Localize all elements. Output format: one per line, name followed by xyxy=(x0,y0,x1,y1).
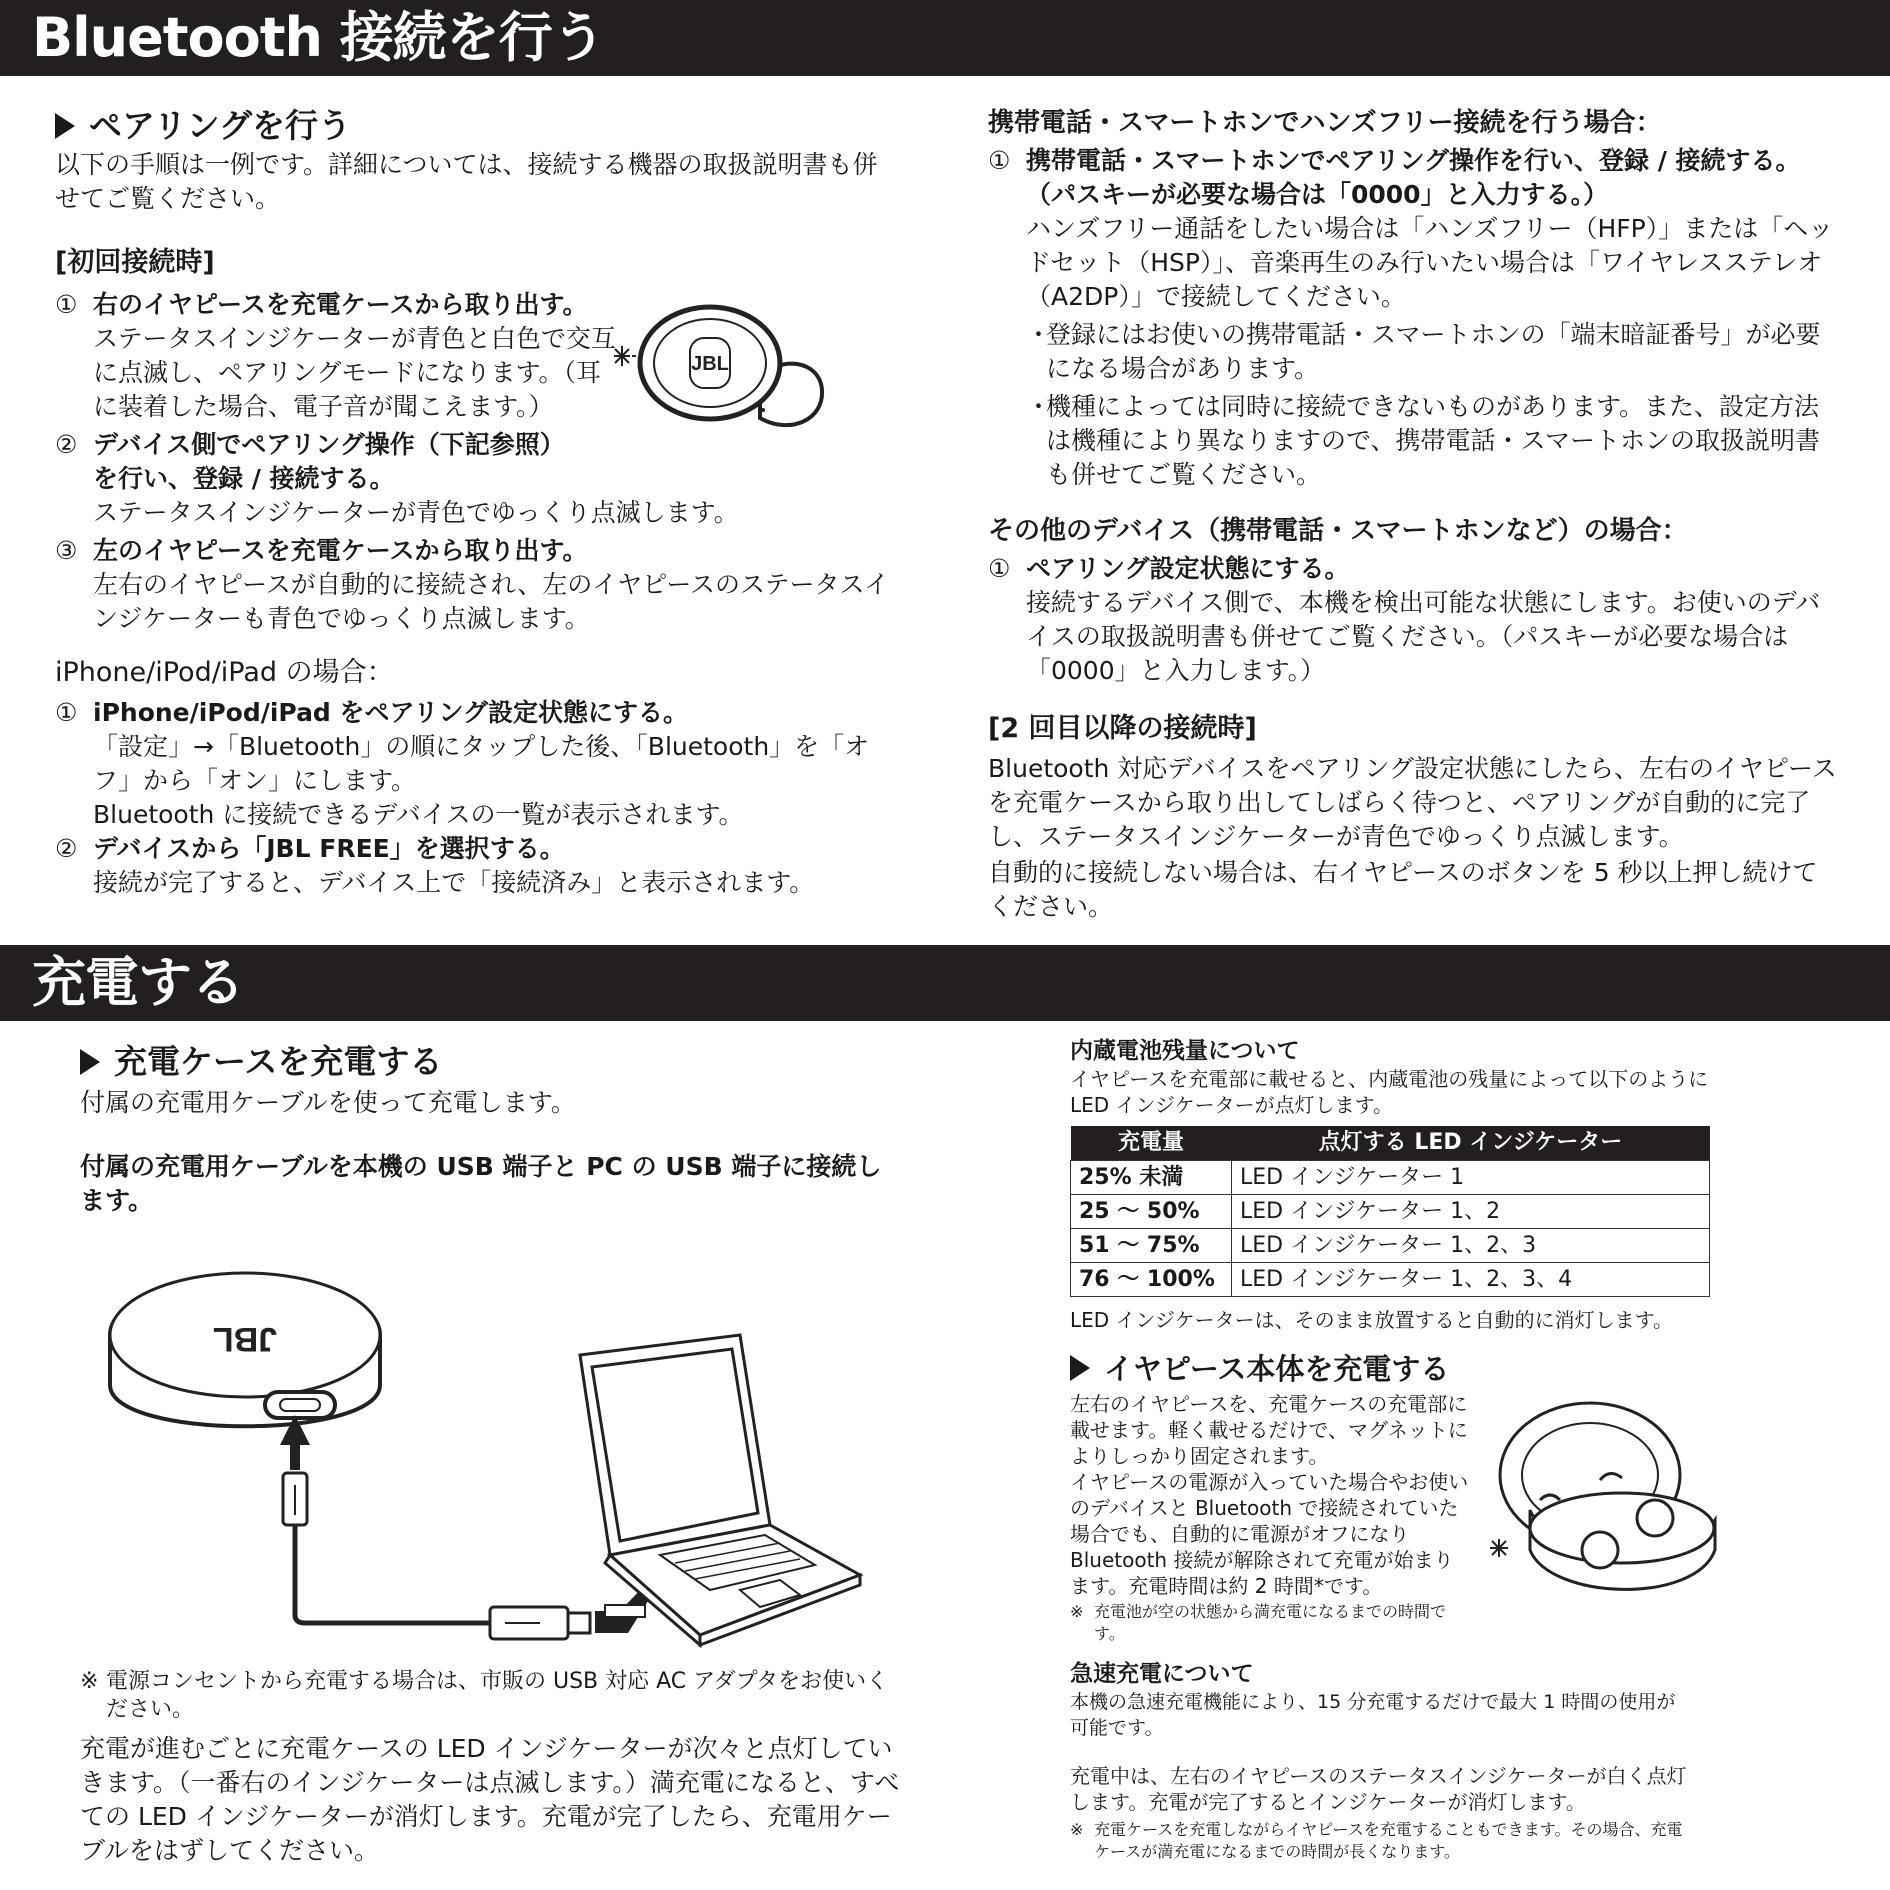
blink-icon xyxy=(1490,1539,1508,1557)
triangle-icon xyxy=(55,113,75,139)
charging-text: 充電中は、左右のイヤピースのステータスインジケーターが白く点灯します。充電が完了するとインジケーターが消灯します。 xyxy=(1070,1764,1687,1814)
battery-intro: イヤピースを充電部に載せると、内蔵電池の残量によって以下のように LED インジケーターが点灯します。 xyxy=(1070,1067,1709,1117)
step-1-body: ステータスインジケーターが青色と白色で交互に点滅し、ペアリングモードになります。（耳に装着した場合、電子音が聞こえます。） xyxy=(93,324,616,421)
handsfree-step-1-body: ハンズフリー通話をしたい場合は「ハンズフリー（HFP）」または「ヘッドセット（HSP）」、音楽再生のみ行いたい場合は「ワイヤレスステレオ（A2DP）」で接続してください。 xyxy=(1026,214,1834,311)
battery-table xyxy=(1070,1126,1710,1297)
table-row: 51 ～ 75% LED インジケーター 1、2、3 xyxy=(1071,1229,1710,1263)
case-charge-note: ※ 電源コンセントから充電する場合は、市販の USB 対応 AC アダプタをお使いください。 xyxy=(80,1669,889,1722)
battery-table-header: 充電量 点灯する LED インジケーター xyxy=(1071,1126,1710,1161)
section-header-charge xyxy=(0,945,1890,1021)
pairing-column xyxy=(55,104,895,900)
handsfree-step-1: ① 携帯電話・スマートホンでペアリング操作を行い、登録 / 接続する。（パスキーが必要な場合は「0000」と入力する。） xyxy=(988,146,1801,209)
charging-illustration xyxy=(100,1255,880,1655)
table-row: 25 ～ 50% LED インジケーター 1、2 xyxy=(1071,1195,1710,1229)
case-jbl-logo: JBL xyxy=(212,1320,278,1358)
case-charge-instruction: 付属の充電用ケーブルを本機の USB 端子と PC の USB 端子に接続します。 xyxy=(80,1152,882,1215)
step-2: ② デバイス側でペアリング操作（下記参照）を行い、登録 / 接続する。 xyxy=(55,430,565,493)
case-charge-paragraph: 充電が進むごとに充電ケースの LED インジケーターが次々と点灯していきます。（一番右のインジケーターは点滅します。）満充電になると、すべての LED インジケーターが消灯します。充電が完了したら、充電用ケーブルをはずしてください。 xyxy=(80,1734,900,1865)
section-title-bluetooth: Bluetooth 接続を行う xyxy=(32,6,605,69)
second-connection-text: Bluetooth 対応デバイスをペアリング設定状態にしたら、左右のイヤピースを充電ケースから取り出してしばらく待つと、ペアリングが自動的に完了し、ステータスインジケーターが青色でゆっくり点滅します。 xyxy=(988,754,1837,851)
handsfree-column xyxy=(988,104,1838,924)
iphone-step-1-body: 「設定」→「Bluetooth」の順にタップした後、「Bluetooth」を「オフ」から「オン」にします。 xyxy=(93,732,870,795)
step-3: ③ 左のイヤピースを充電ケースから取り出す。 xyxy=(55,536,588,565)
open-case-illustration xyxy=(1490,1400,1730,1620)
triangle-icon xyxy=(80,1049,100,1075)
iphone-step-2: ② デバイスから「JBL FREE」を選択する。 xyxy=(55,834,565,863)
table-row: 25% 未満 LED インジケーター 1 xyxy=(1071,1161,1710,1195)
handsfree-title: 携帯電話・スマートホンでハンズフリー接続を行う場合： xyxy=(988,108,1662,138)
other-step-1-body: 接続するデバイス側で、本機を検出可能な状態にします。お使いのデバイスの取扱説明書も併せてご覧ください。（パスキーが必要な場合は「0000」と入力します。） xyxy=(1026,588,1821,685)
other-step-1: ① ペアリング設定状態にする。 xyxy=(988,554,1350,583)
triangle-icon xyxy=(1070,1355,1090,1381)
earpiece-charge-p1: 左右のイヤピースを、充電ケースの充電部に載せます。軽く載せるだけで、マグネットによりしっかり固定されます。 xyxy=(1070,1392,1468,1468)
quick-charge-title: 急速充電について xyxy=(1070,1661,1254,1687)
charging-note: ※ 充電ケースを充電しながらイヤピースを充電することもできます。その場合、充電ケースが満充電になるまでの時間が長くなります。 xyxy=(1070,1820,1683,1861)
second-connection-text-2: 自動的に接続しない場合は、右イヤピースのボタンを 5 秒以上押し続けてください。 xyxy=(988,858,1818,921)
earpiece-charge-note: ※ 充電池が空の状態から満充電になるまでの時間です。 xyxy=(1070,1602,1447,1643)
battery-title: 内蔵電池残量について xyxy=(1070,1038,1300,1064)
step-1: ① 右のイヤピースを充電ケースから取り出す。 xyxy=(55,290,588,319)
pairing-title: ペアリングを行う xyxy=(55,104,895,148)
case-charge-column xyxy=(80,1040,900,1218)
iphone-step-1-body-2: Bluetooth に接続できるデバイスの一覧が表示されます。 xyxy=(93,800,744,829)
section-title-charge: 充電する xyxy=(32,951,244,1014)
case-charge-title: 充電ケースを充電する xyxy=(80,1040,900,1084)
quick-charge-text: 本機の急速充電機能により、15 分充電するだけで最大 1 時間の使用が可能です。 xyxy=(1070,1691,1676,1739)
iphone-step-1: ① iPhone/iPod/iPad をペアリング設定状態にする。 xyxy=(55,698,689,727)
case-charge-notes xyxy=(80,1668,900,1868)
earpiece-illustration xyxy=(600,300,840,440)
iphone-title: iPhone/iPod/iPad の場合： xyxy=(55,657,394,688)
earpiece-charge-p2: イヤピースの電源が入っていた場合やお使いのデバイスと Bluetooth で接続されていた場合でも、自動的に電源がオフになり Bluetooth 接続が解除されて充電が始まります。充電時間は約 2 時間*です。 xyxy=(1070,1470,1469,1598)
blink-icon xyxy=(614,346,630,366)
step-2-body: ステータスインジケーターが青色でゆっくり点滅します。 xyxy=(93,498,739,527)
handsfree-bullet-1: ・ 登録にはお使いの携帯電話・スマートホンの「端末暗証番号」が必要になる場合があります。 xyxy=(1026,320,1821,383)
step-3-body: 左右のイヤピースが自動的に接続され、左のイヤピースのステータスインジケーターも青色でゆっくり点滅します。 xyxy=(93,570,890,633)
jbl-logo: JBL xyxy=(691,353,729,375)
second-connection-title: [2 回目以降の接続時] xyxy=(988,713,1257,744)
handsfree-bullet-2: ・ 機種によっては同時に接続できないものがあります。また、設定方法は機種により異なりますので、携帯電話・スマートホンの取扱説明書も併せてご覧ください。 xyxy=(1026,392,1821,489)
battery-after: LED インジケーターは、そのまま放置すると自動的に消灯します。 xyxy=(1070,1308,1674,1332)
laptop-icon xyxy=(580,1335,860,1645)
first-connection-title: [初回接続時] xyxy=(55,247,215,278)
pairing-intro: 以下の手順は一例です。詳細については、接続する機器の取扱説明書も併せてご覧ください。 xyxy=(55,150,878,213)
earpiece-charge-title: イヤピース本体を充電する xyxy=(1070,1347,1770,1391)
charging-case-icon xyxy=(110,1273,380,1426)
table-row: 76 ～ 100% LED インジケーター 1、2、3、4 xyxy=(1071,1263,1710,1297)
other-devices-title: その他のデバイス（携帯電話・スマートホンなど）の場合： xyxy=(988,516,1688,546)
case-charge-intro: 付属の充電用ケーブルを使って充電します。 xyxy=(80,1088,576,1117)
section-header-bluetooth xyxy=(0,0,1890,76)
iphone-step-2-body: 接続が完了すると、デバイス上で「接続済み」と表示されます。 xyxy=(93,868,815,897)
